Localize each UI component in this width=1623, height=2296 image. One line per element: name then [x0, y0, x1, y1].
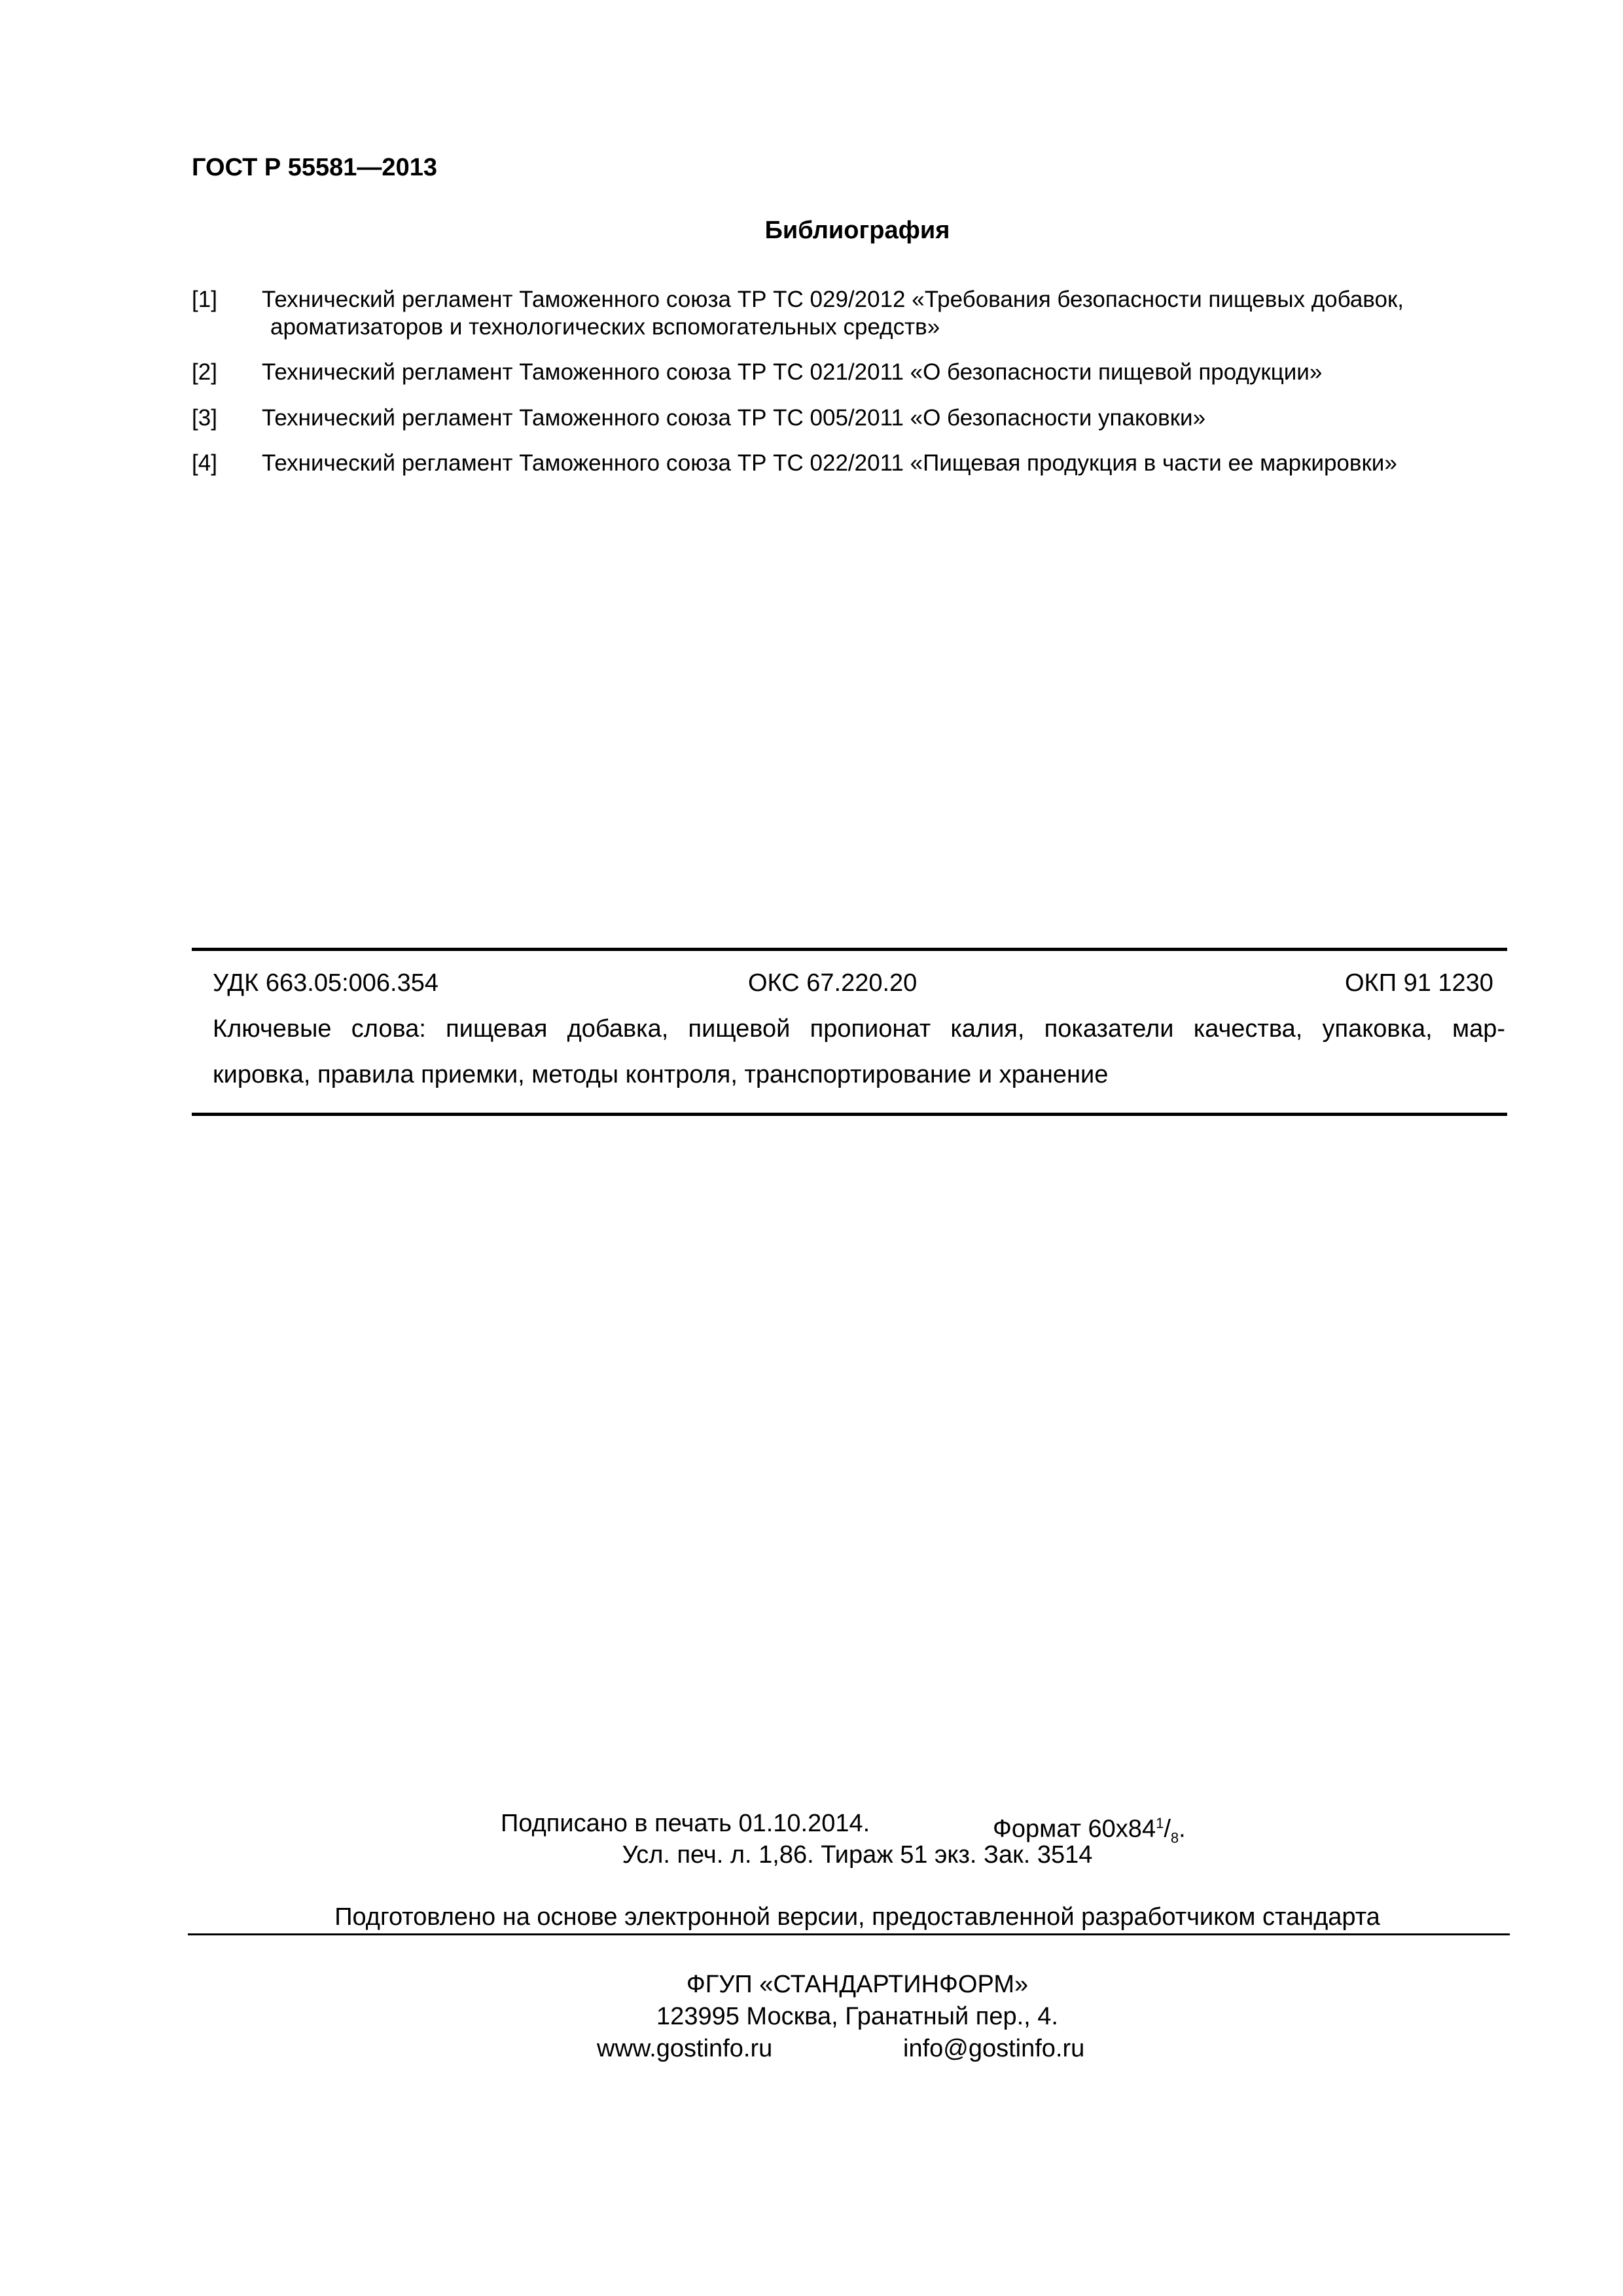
udk-code: УДК 663.05:006.354: [213, 969, 439, 997]
publisher-name: ФГУП «СТАНДАРТИНФОРМ»: [686, 1971, 1029, 1998]
bibliography-item-1-text-cont: ароматизаторов и технологических вспомогательных средств»: [270, 314, 940, 340]
signed-to-print: Подписано в печать 01.10.2014.: [501, 1810, 870, 1837]
print-format-numerator: 1: [1156, 1815, 1164, 1831]
bibliography-item-1-number: [1]: [192, 287, 217, 312]
bibliography-item-1-text: Технический регламент Таможенного союза ТР ТС 029/2012 «Требования безопасности пищевых добавок,: [262, 287, 1404, 312]
keywords-line-1: Ключевые слова: пищевая добавка, пищевой пропионат калия, показатели качества, упаковка, мар-: [213, 1015, 1505, 1043]
fraction-slash: /: [1164, 1815, 1171, 1843]
classification-top-rule: [192, 948, 1507, 951]
bibliography-item-2-text: Технический регламент Таможенного союза ТР ТС 021/2011 «О безопасности пищевой продукции»: [262, 359, 1323, 385]
prepared-note: Подготовлено на основе электронной версии, предоставленной разработчиком стандарта: [334, 1903, 1380, 1931]
bibliography-item-4-number: [4]: [192, 450, 217, 476]
keywords-line-2: кировка, правила приемки, методы контроля, транспортирование и хранение: [213, 1061, 1109, 1088]
bibliography-item-2-number: [2]: [192, 359, 217, 385]
oks-code: ОКС 67.220.20: [748, 969, 918, 997]
classification-bottom-rule: [192, 1113, 1507, 1116]
publisher-address: 123995 Москва, Гранатный пер., 4.: [656, 2003, 1058, 2030]
print-format-denominator: 8: [1170, 1829, 1179, 1846]
email-link[interactable]: info@gostinfo.ru: [903, 2035, 1085, 2062]
bibliography-item-3-number: [3]: [192, 405, 217, 431]
bibliography-title: Библиография: [764, 217, 950, 244]
print-info: Усл. печ. л. 1,86. Тираж 51 экз. Зак. 3514: [622, 1841, 1093, 1869]
document-id: ГОСТ Р 55581—2013: [192, 154, 437, 181]
bibliography-item-4-text: Технический регламент Таможенного союза ТР ТС 022/2011 «Пищевая продукция в части ее маркировки»: [262, 450, 1397, 476]
bibliography-item-3-text: Технический регламент Таможенного союза ТР ТС 005/2011 «О безопасности упаковки»: [262, 405, 1206, 431]
print-format-suffix: .: [1179, 1815, 1186, 1843]
imprint-rule: [188, 1933, 1510, 1935]
print-format-text: Формат 60х84: [993, 1815, 1156, 1843]
okp-code: ОКП 91 1230: [1345, 969, 1493, 997]
website-link[interactable]: www.gostinfo.ru: [597, 2035, 773, 2062]
